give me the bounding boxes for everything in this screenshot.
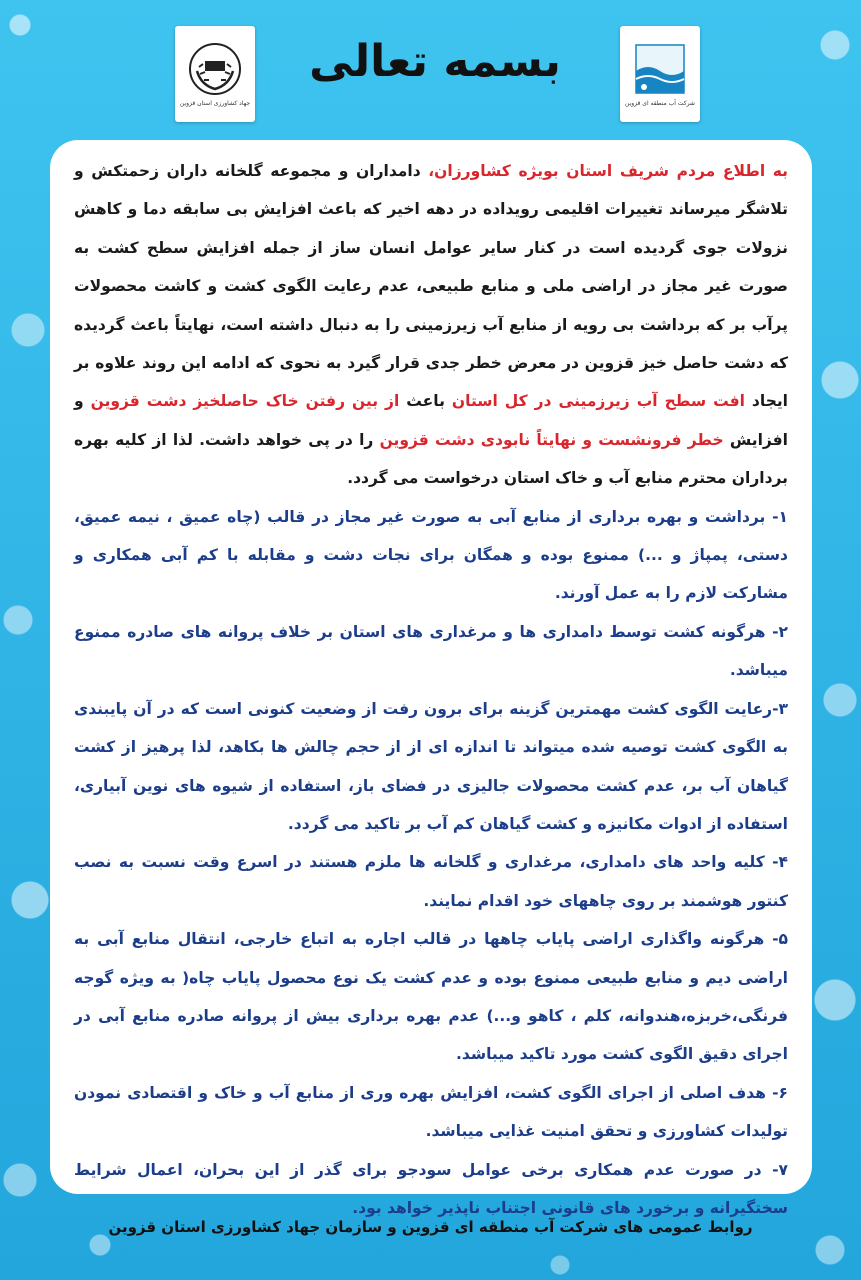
item-5: ۵- هرگونه واگذاری اراضی پایاب چاهها در قالب اجاره به اتباع خارجی، انتقال منابع آبی به اراضی دیم و منابع طبیعی ممنوع بوده و عدم کشت یک نوع محصول پایاب چاه( به ویژه گوجه فرنگی،خربزه،هندوانه، کلم ، کاهو و...) عدم بهره برداری بیش از پروانه صادره منابع آبی در اجرای دقیق الگوی کشت مورد تاکید میباشد. [74, 930, 788, 1064]
intro-highlight-4: خطر فرونشست و نهایتاً نابودی دشت قزوین [379, 430, 724, 449]
intro-text-4: را در پی خواهد داشت. لذا از کلیه بهره برداران محترم منابع آب و خاک استان درخواست می گردد. [74, 430, 788, 488]
intro-highlight-2: افت سطح آب زیرزمینی در کل استان [451, 392, 745, 411]
intro-text-1: دامداران و مجموعه گلخانه داران زحمتکش و تلاشگر میرساند تغییرات اقلیمی رویداده در دهه اخیر که باعث افزایش بی سابقه دما و کاهش نزولات جوی گردیده است در کنار سایر عوامل انسان ساز از جمله افزایش سطح کشت به صورت غیر مجاز در اراضی ملی و منابع طبیعی، عدم رعایت الگوی کشت و کاشت محصولات پرآب بر که برداشت بی رویه از منابع آب زیرزمینی را به دنبال داشته است، نهایتاً باعث گردیده که دشت حاصل خیز قزوین در معرض خطر جدی قرار گیرد به نحوی که ادامه این روند علاوه بر ایجاد [74, 162, 788, 411]
logo-right-caption: شرکت آب منطقه ای قزوین [625, 99, 695, 107]
item-6: ۶- هدف اصلی از اجرای الگوی کشت، افزایش بهره وری از منابع آب و خاک و اقتصادی نمودن تولیدات کشاورزی و تحقق امنیت غذایی میباشد. [74, 1083, 788, 1141]
item-1: ۱- برداشت و بهره برداری از منابع آبی به صورت غیر مجاز در قالب (چاه عمیق ، نیمه عمیق، دستی، پمپاژ و ...) ممنوع بوده و همگان برای نجات دشت و مقابله با کم آبی همکاری و مشارکت لازم را به عمل آورند. [74, 507, 788, 603]
intro-text-2: باعث [399, 392, 452, 411]
footer-credit: روابط عمومی های شرکت آب منطقه ای قزوین و سازمان جهاد کشاورزی استان قزوین [108, 1218, 753, 1236]
water-wave-icon [632, 41, 688, 97]
wheat-emblem-icon [187, 41, 243, 97]
logo-left-caption: جهاد کشاورزی استان قزوین [179, 99, 251, 107]
intro-paragraph [74, 152, 788, 498]
jahad-keshavarzi-logo [175, 26, 255, 122]
page-title: بسمه تعالی [309, 36, 561, 87]
item-4: ۴- کلیه واحد های دامداری، مرغداری و گلخانه ها ملزم هستند در اسرع وقت نسبت به نصب کنتور هوشمند بر روی چاههای خود اقدام نمایند. [74, 853, 788, 910]
intro-highlight-3: از بین رفتن خاک حاصلخیز دشت قزوین [90, 392, 400, 411]
announcement-panel [50, 140, 812, 1217]
item-3: ۳-رعایت الگوی کشت مهمترین گزینه برای برون رفت از وضعیت کنونی است که در آن پایبندی به الگوی کشت توصیه شده میتواند تا اندازه ای از از حجم چالش ها بکاهد، لذا پرهیز از کشت گیاهان آب بر، عدم کشت محصولات جالیزی در فضای باز، استفاده از شیوه های نوین آبیاری، استفاده از ادوات مکانیزه و کشت گیاهان کم آب بر تاکید می گردد. [74, 699, 788, 833]
intro-text-3: و افزایش [74, 392, 788, 449]
regional-water-company-logo [620, 26, 700, 122]
item-2: ۲- هرگونه کشت توسط دامداری ها و مرغداری های استان بر خلاف پروانه های صادره ممنوع میباشد. [74, 622, 788, 680]
intro-highlight-1: به اطلاع مردم شریف استان بویژه کشاورزان، [428, 162, 788, 180]
item-7: ۷- در صورت عدم همکاری برخی عوامل سودجو برای گذر از این بحران، اعمال شرایط سختگیرانه و برخورد های قانونی اجتناب ناپذیر خواهد بود. [74, 1160, 788, 1217]
